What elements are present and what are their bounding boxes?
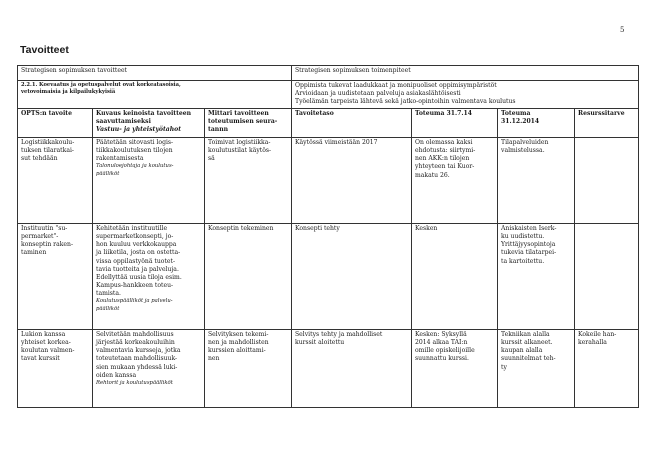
table-header-row (18, 66, 639, 81)
text-line: kaupan alalla (501, 347, 543, 355)
text-line: ehdotusta: siirtymi- (415, 147, 476, 155)
col-header-target-level (292, 109, 412, 138)
text-line: ta kartoitettu. (501, 257, 545, 265)
text-line: Instituutin "su- (21, 225, 68, 232)
text-line: tuksen tilaratkai- (21, 147, 74, 155)
text-line: 2014 alkaa TAI:n (415, 339, 468, 347)
text-line: Kesken: Syksyllä (415, 331, 467, 338)
text-line: nen AKK:n tilojen (415, 155, 470, 163)
text-line: taminen (21, 249, 47, 257)
row3-description (93, 330, 205, 408)
row3-realization-2 (498, 330, 575, 408)
objectives-table (17, 65, 639, 408)
row1-description (93, 138, 205, 224)
text-line: koulutustilat käytös- (208, 147, 272, 155)
text-line: kurssit aloitettu (295, 339, 345, 347)
row2-target (292, 224, 412, 330)
row1-resources (575, 138, 639, 224)
row1-metric (205, 138, 292, 224)
header-right: Strategisen sopimuksen toimenpiteet (292, 66, 639, 81)
text-line: Selvitys tehty ja mahdolliset (295, 331, 383, 338)
text-line: ty (501, 363, 507, 371)
text-line: Mittari tavoitteen (208, 110, 269, 117)
objective-left (18, 81, 292, 109)
text-line: konseptin raken- (21, 241, 74, 249)
table-row (18, 224, 639, 330)
text-line: Aniskaisten Iserk- (501, 225, 557, 232)
col-header-opts-goal (18, 109, 93, 138)
text-line: Konsepti tehty (295, 225, 340, 232)
text-line: Tilapalveluiden (501, 139, 549, 146)
text-line: yhteyteen tai Kuor- (415, 163, 475, 171)
text-line: tavat kurssit (21, 355, 60, 363)
text-line: tukevia tilatarpei- (501, 249, 557, 257)
text-line: nen (208, 355, 220, 363)
column-header-row (18, 109, 639, 138)
text-line: sä (208, 155, 215, 163)
text-line: Selvityksen tekemi- (208, 331, 269, 338)
text-line: Päätetään sitovasti logis- (96, 139, 174, 146)
col-header-metric (205, 109, 292, 138)
text-line: Kesken (415, 225, 438, 232)
row2-metric (205, 224, 292, 330)
text-line: Konseptin tekeminen (208, 225, 274, 232)
objective-right (292, 81, 639, 109)
text-line: toteutetaan mahdollisuuk- (96, 355, 178, 363)
text-line: Kokeile han- (578, 331, 617, 338)
row2-realization-2 (498, 224, 575, 330)
text-line: ja liiketila, josta on ostetta- (96, 249, 181, 257)
text-line: permarket"- (21, 233, 59, 241)
text-line: Talonuloejohtaja ja koulutus- (96, 163, 174, 170)
text-line: suunnattu kurssi. (415, 355, 469, 363)
text-line: makatu 26. (415, 171, 450, 179)
row1-realization-2 (498, 138, 575, 224)
text-line: vetovoimaisia ja kilpailukykyisiä (21, 89, 116, 96)
col-header-realization-2 (498, 109, 575, 138)
text-line: OPTS:n tavoite (21, 110, 73, 117)
text-line: Käytössä viimeistään 2017 (295, 139, 378, 146)
row3-goal (18, 330, 93, 408)
header-left: Strategisen sopimuksen tavoitteet (18, 66, 292, 81)
text-line: nen ja mahdollisten (208, 339, 269, 347)
row3-resources (575, 330, 639, 408)
text-line: ku uudistettu. (501, 233, 545, 241)
text-line: tаnnn (208, 126, 229, 134)
text-line: kurssit alkaneet. (501, 339, 553, 347)
text-line: Työelämän tarpeista lähtevä sekä jatko-opintoihin valmentava koulutus (295, 98, 516, 106)
text-line: Oppimista tukevat laadukkaat ja monipuoliset oppimisympäristöt (295, 82, 497, 89)
col-header-resources (575, 109, 639, 138)
table-row (18, 138, 639, 224)
text-line: kerahalla (578, 339, 607, 347)
row3-target (292, 330, 412, 408)
table-row (18, 330, 639, 408)
text-line: omille opiskelijoille (415, 347, 475, 355)
text-line: Resurssitarve (578, 110, 625, 117)
row1-target (292, 138, 412, 224)
text-line: Tekniikan alalla (501, 331, 550, 338)
text-line: Lukion kanssa (21, 331, 66, 338)
text-line: vissa oppilastyönä tuotet- (96, 257, 176, 265)
text-line: järjestää korkeakouluihin (96, 339, 175, 347)
text-line: saavuttamiseksi (96, 118, 151, 126)
text-line: Kehitetään instituutille (96, 225, 168, 232)
text-line: oiden kanssa (96, 371, 137, 379)
row1-realization-1 (412, 138, 498, 224)
row2-description (93, 224, 205, 330)
text-line: Yrittäjyysopintoja (501, 241, 556, 249)
text-line: hon kuuluu verkkokauppa (96, 241, 177, 249)
text-line: suunnitelmat teh- (501, 355, 556, 363)
text-line: tamista. (96, 290, 121, 298)
text-line: Rehtorit ja koulutuspäälliköt (96, 379, 173, 386)
text-line: koulutan valmen- (21, 347, 75, 355)
text-line: Edellyttää uusia tiloja esim. (96, 273, 182, 281)
text-line: yhteiset korkea- (21, 339, 71, 347)
text-line: tiikkakoulutuksen tilojen (96, 147, 173, 155)
text-line: Toteuma (501, 110, 531, 117)
row3-realization-1 (412, 330, 498, 408)
row2-resources (575, 224, 639, 330)
text-line: sut tehdään (21, 155, 58, 163)
row1-goal (18, 138, 93, 224)
text-line: Kampus-hankkeen toteu- (96, 282, 174, 290)
text-line: 2.2.1. Koevaatus ja opetuspalvelut ovat korkeatasoisia, (21, 82, 181, 88)
row2-goal (18, 224, 93, 330)
text-line: Toteuma 31.7.14 (415, 110, 472, 117)
col-header-realization-1 (412, 109, 498, 138)
text-line: toteutumisen seura- (208, 118, 278, 126)
page-number: 5 (620, 26, 625, 34)
text-line: sien mukaan yhdessä luki- (96, 363, 178, 371)
text-line: valmistelussa. (501, 147, 545, 155)
col-header-description: Kuvaus keinoista tavoitteen saavuttamiseksi Vastuu- ja yhteistyötahot (93, 109, 205, 138)
text-line: Koulutuspäälliköt ja palvelu- (96, 298, 173, 305)
row2-realization-1 (412, 224, 498, 330)
text-line: supermarketkonsepti, jo- (96, 233, 174, 241)
text-line: rakentamisesta (96, 155, 144, 163)
row3-metric (205, 330, 292, 408)
text-line: Logistiikkakoulu- (21, 139, 75, 146)
objective-row (18, 81, 639, 109)
text-line: 31.12.2014 (501, 118, 540, 126)
text-line: päälliköt (96, 305, 120, 312)
text-line: päälliköt (96, 170, 120, 177)
text-line: tavia tuotteita ja palveluja. (96, 265, 179, 273)
text-line: On olemassa kaksi (415, 139, 473, 146)
text-line: Arvioidaan ja uudistetaan palveluja asiakaslähtöisesti (295, 90, 461, 98)
text-line: Toimivat logistiikka- (208, 139, 271, 146)
text-line: valmentavia kursseja, jotka (96, 347, 181, 355)
text-line: kurssien aloittami- (208, 347, 266, 355)
page-title: Tavoitteet (20, 44, 69, 56)
text-line: Kuvaus keinoista tavoitteen (96, 110, 192, 117)
text-line: Selvitetään mahdollisuus (96, 331, 174, 338)
text-line: Tavoitetaso (295, 110, 334, 117)
